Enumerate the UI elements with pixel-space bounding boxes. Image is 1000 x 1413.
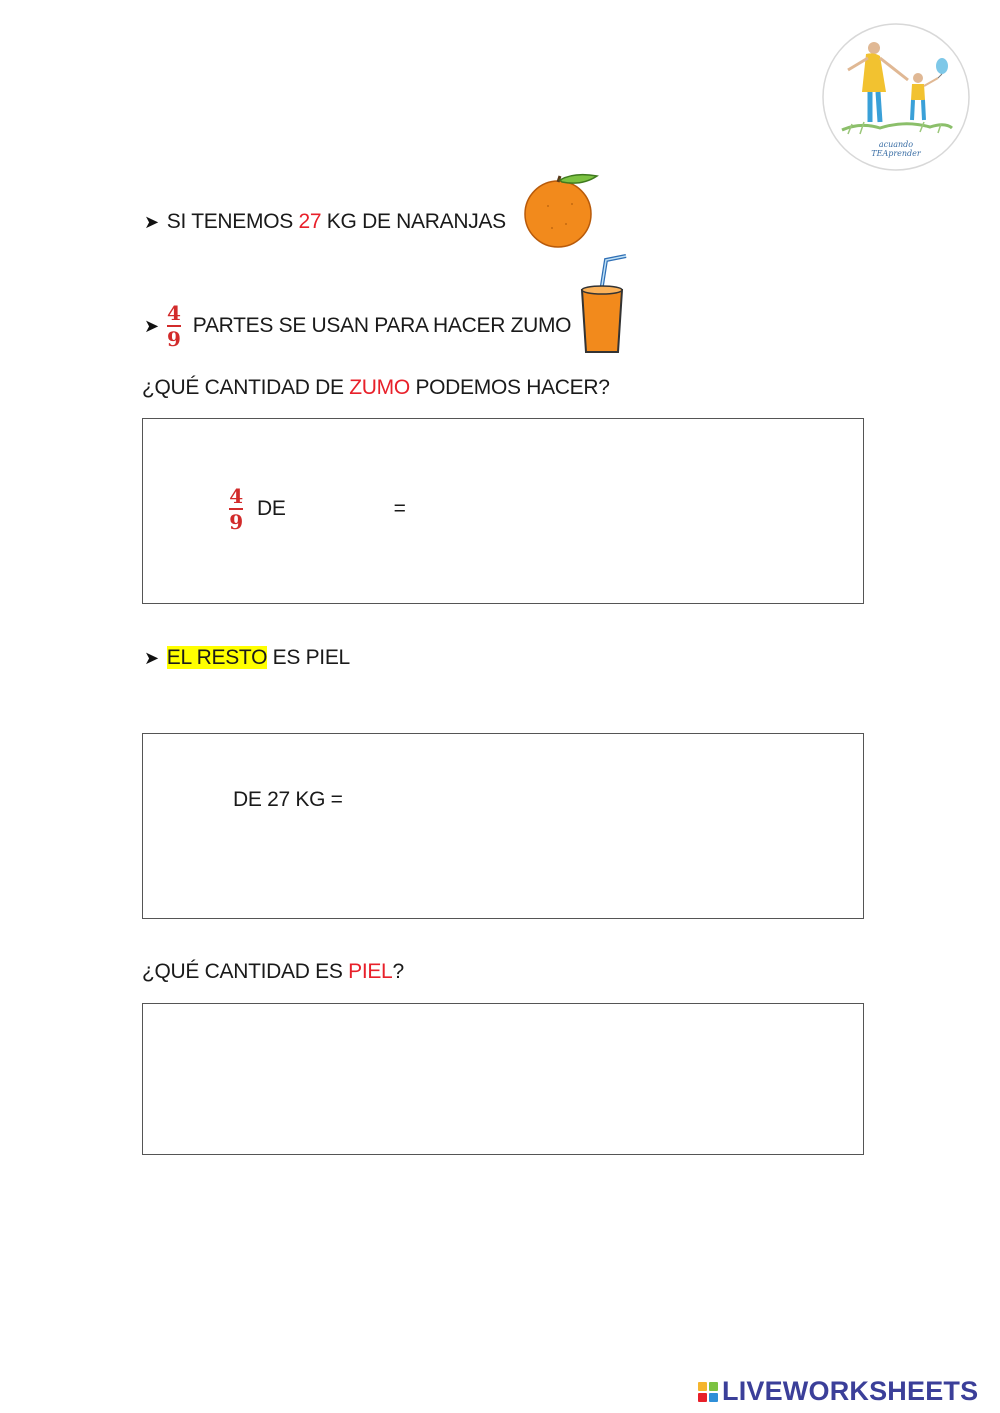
question-cantidad-zumo: ¿QUÉ CANTIDAD DE ZUMO PODEMOS HACER? <box>142 376 610 399</box>
logo <box>820 22 972 172</box>
orange-icon <box>522 172 602 248</box>
fraction-four-ninths: $\frac{4}{9}$ <box>229 484 243 534</box>
liveworksheets-logo-icon <box>698 1382 718 1402</box>
fraction-of-expression: $\frac{4}{9}$ DE = <box>229 484 406 534</box>
arrow-bullet-icon: ➤ <box>144 648 159 668</box>
answer-box-zumo[interactable] <box>142 418 864 604</box>
answer-box-resto[interactable] <box>142 733 864 919</box>
fraction-four-ninths: $\frac{4}{9}$ <box>166 301 181 351</box>
item-resto-piel: ➤ EL RESTO ES PIEL <box>144 646 350 669</box>
arrow-bullet-icon: ➤ <box>144 212 159 232</box>
liveworksheets-brand: LIVEWORKSHEETS <box>698 1376 978 1407</box>
question-cantidad-piel: ¿QUÉ CANTIDAD ES PIEL? <box>142 960 404 983</box>
arrow-bullet-icon: ➤ <box>144 315 159 336</box>
logo-text: acuando TEAprender <box>871 140 921 158</box>
quantity-number: 27 <box>298 210 322 233</box>
item-partes-zumo: ➤ $\frac{4}{9}$ PARTES SE USAN PARA HACER ZUMO <box>144 301 572 351</box>
equals-sign: = <box>393 497 406 520</box>
highlighted-el-resto: EL RESTO <box>166 646 268 669</box>
resto-expression: DE 27 KG = <box>233 788 343 811</box>
juice-glass-icon <box>578 254 632 354</box>
answer-box-piel[interactable] <box>142 1003 864 1155</box>
item-tenemos-naranjas: ➤ SI TENEMOS 27 KG DE NARANJAS <box>144 210 506 233</box>
